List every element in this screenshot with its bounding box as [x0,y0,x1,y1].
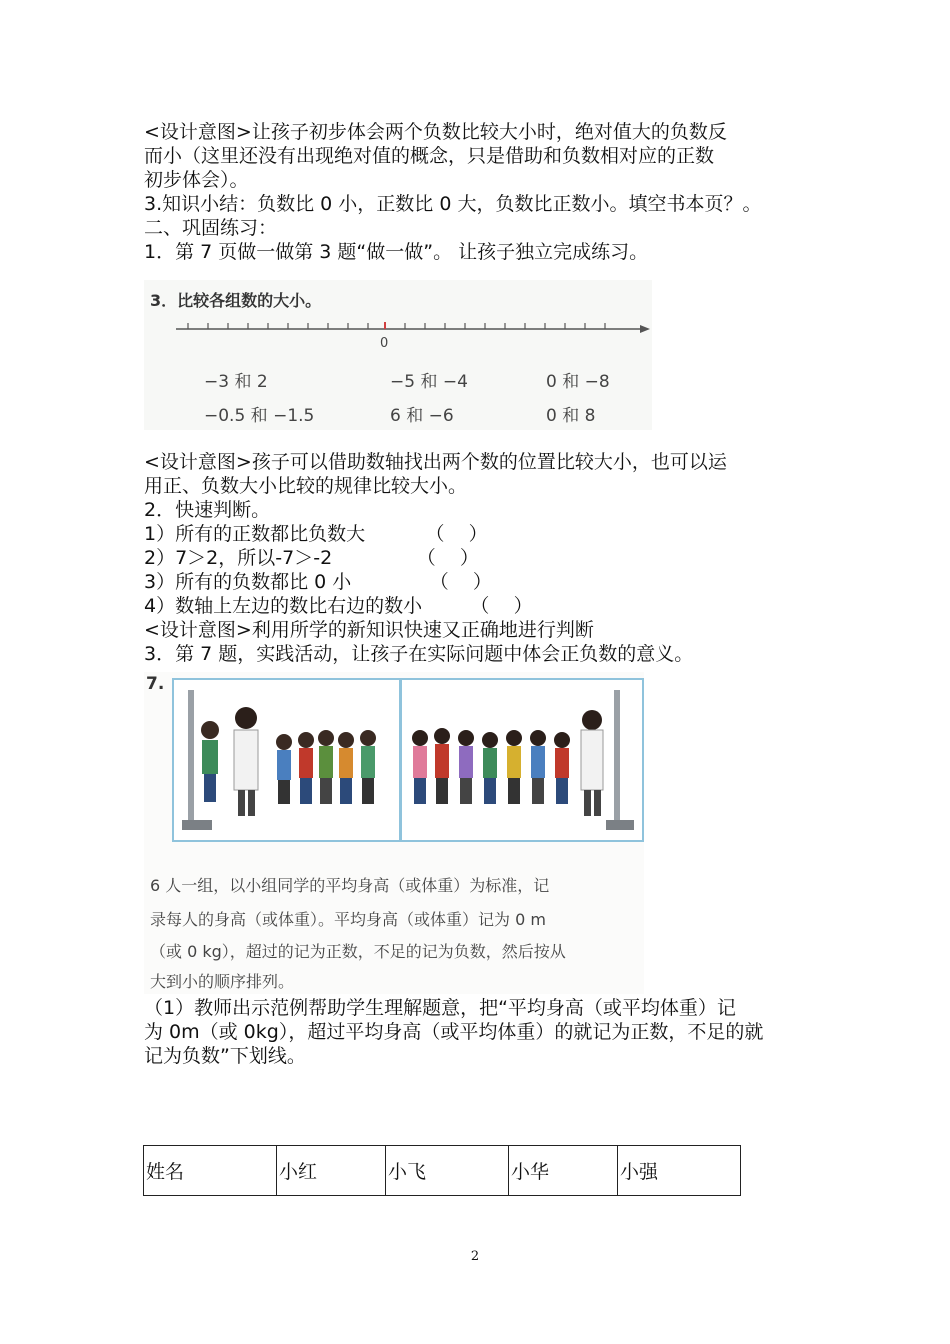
section-3 [144,996,814,1068]
text-line: 1．第 7 页做一做第 3 题“做一做”。 让孩子独立完成练习。 [144,241,649,263]
number-line-exercise-figure [144,280,652,430]
text-line: 3．第 7 题，实践活动，让孩子在实际问题中体会正负数的意义。 [144,643,694,665]
student-table [143,1145,741,1196]
text-line: 3.知识小结：负数比 0 小，正数比 0 大，负数比正数小。填空书本页？。 [144,193,762,215]
text-line: 初步体会）。 [144,169,249,191]
judgement-item: 2）7＞2，所以-7＞-2 （ ） [144,547,479,569]
exercise-title: 3．比较各组数的大小。 [150,291,322,310]
judgement-item: 3）所有的负数都比 0 小 （ ） [144,571,492,593]
caption-line: （或 0 kg），超过的记为正数，不足的记为负数，然后按从 [150,942,566,961]
exercise-number: 7. [146,674,165,694]
judgement-item: 4）数轴上左边的数比右边的数小 （ ） [144,595,533,617]
students-illustration [174,680,399,840]
table-cell: 小强 [618,1146,741,1196]
zero-label: 0 [380,336,389,351]
table-row [144,1146,741,1196]
caption-line: 6 人一组，以小组同学的平均身高（或体重）为标准，记 [150,876,550,895]
compare-pair: −3 和 2 [204,372,268,392]
table-cell: 小飞 [386,1146,509,1196]
text-line: 而小（这里还没有出现绝对值的概念，只是借助和负数相对应的正数 [144,145,715,167]
text-line: <设计意图>孩子可以借助数轴找出两个数的位置比较大小，也可以运 [144,451,727,473]
height-activity-figure [144,672,644,994]
text-line: 为 0m（或 0kg），超过平均身高（或平均体重）的就记为正数，不足的就 [144,1021,764,1043]
illustration-panel-right [400,678,644,842]
number-line [144,310,652,370]
illustration-panel-left [172,678,401,842]
section-2 [144,450,814,666]
text-line: 二、巩固练习： [144,217,278,239]
text-line: 记为负数”下划线。 [144,1045,306,1067]
text-line: 2．快速判断。 [144,499,271,521]
text-line: <设计意图>利用所学的新知识快速又正确地进行判断 [144,619,594,641]
compare-pair: 0 和 −8 [546,372,610,392]
text-line: 用正、负数大小比较的规律比较大小。 [144,475,468,497]
compare-pair: 0 和 8 [546,406,596,426]
caption-line: 录每人的身高（或体重）。平均身高（或体重）记为 0 m [150,910,546,929]
compare-pair: 6 和 −6 [390,406,454,426]
table-cell: 姓名 [144,1146,277,1196]
table-cell: 小华 [509,1146,618,1196]
text-line: （1）教师出示范例帮助学生理解题意，把“平均身高（或平均体重）记 [144,997,736,1019]
caption-line: 大到小的顺序排列。 [150,972,295,991]
page-number: 2 [470,1249,480,1264]
compare-pair: −5 和 −4 [390,372,468,392]
compare-pair: −0.5 和 −1.5 [204,406,315,426]
students-illustration [402,680,642,840]
judgement-item: 1）所有的正数都比负数大 （ ） [144,523,488,545]
table-cell: 小红 [277,1146,386,1196]
section-1 [144,120,814,264]
text-line: <设计意图>让孩子初步体会两个负数比较大小时，绝对值大的负数反 [144,121,727,143]
